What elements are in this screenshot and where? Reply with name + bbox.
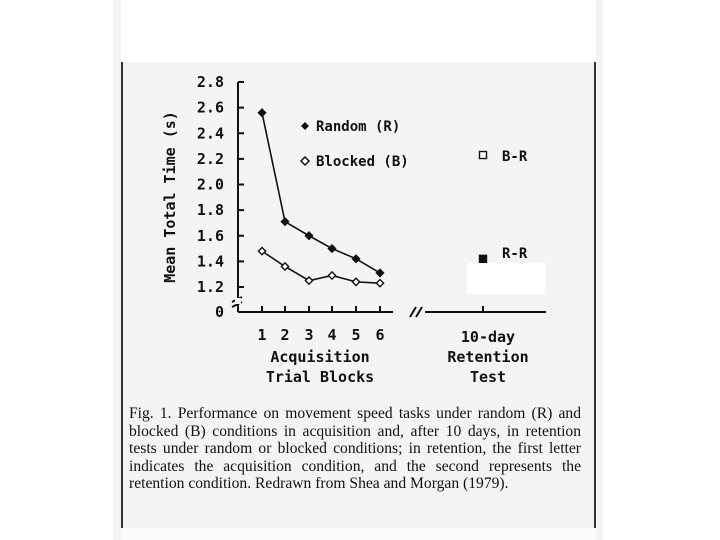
caption-text: Performance on movement speed tasks under random (R) and blocked (B) conditions in acquisition and, after 10 days, in retention tests under random or blocked conditions; in retention, the first letter indicates the acquisition condition, and the second represents the retention condition. Redrawn from Shea and Morgan (1979). (129, 405, 581, 493)
retention-point-br (480, 152, 487, 159)
random-point (328, 245, 335, 252)
blocked-point (376, 280, 383, 287)
figure-caption (129, 405, 581, 493)
random-point (305, 232, 312, 239)
x-tick-label: 3 (304, 326, 314, 344)
y-tick-label: 2.8 (196, 73, 224, 91)
x-axis-break (410, 307, 422, 317)
blocked-series-line (262, 251, 380, 283)
legend-blocked-marker (301, 157, 309, 165)
x-tick-label: 1 (257, 326, 267, 344)
random-point (281, 218, 288, 225)
y-tick-label: 2.6 (196, 98, 224, 117)
legend-blocked-label: Blocked (B) (316, 154, 409, 170)
random-point (258, 109, 265, 116)
x-tick-label: 6 (375, 326, 385, 344)
x-axis-title-line1: Acquisition (270, 348, 370, 366)
y-tick-label: 2.2 (196, 149, 224, 168)
y-zero-label: 0 (214, 303, 224, 321)
y-axis-break-gap (235, 298, 241, 304)
random-series-line (262, 113, 380, 273)
legend (301, 119, 409, 170)
y-tick-label: 2.4 (196, 124, 224, 143)
caption-label: Fig. 1. (129, 405, 172, 422)
retention-title-line1: 10-day (460, 328, 516, 346)
legend-random-label: Random (R) (316, 119, 401, 135)
blocked-point (305, 277, 312, 284)
retention-point-rr (480, 255, 487, 262)
y-tick-label: 1.4 (196, 252, 224, 271)
blocked-point (328, 272, 335, 279)
legend-random-marker (301, 122, 309, 130)
y-axis-title: Mean Total Time (s) (161, 111, 179, 283)
x-tick-label: 4 (327, 326, 337, 344)
retention-label-rr: R-R (502, 246, 528, 262)
y-tick-label: 1.6 (196, 226, 224, 245)
random-point (352, 255, 359, 262)
retention-label-br: B-R (502, 149, 528, 165)
random-point (376, 269, 383, 276)
blocked-point (352, 278, 359, 285)
x-axis-title-line2: Trial Blocks (265, 368, 375, 386)
white-patch (467, 263, 546, 294)
y-tick-label: 2.0 (196, 175, 224, 194)
retention-title-line3: Test (469, 368, 507, 386)
x-tick-label: 2 (280, 326, 290, 344)
retention-title-line2: Retention (447, 348, 529, 366)
y-tick-label: 1.2 (196, 278, 224, 296)
x-tick-label: 5 (351, 326, 361, 344)
y-tick-label: 1.8 (196, 201, 224, 220)
